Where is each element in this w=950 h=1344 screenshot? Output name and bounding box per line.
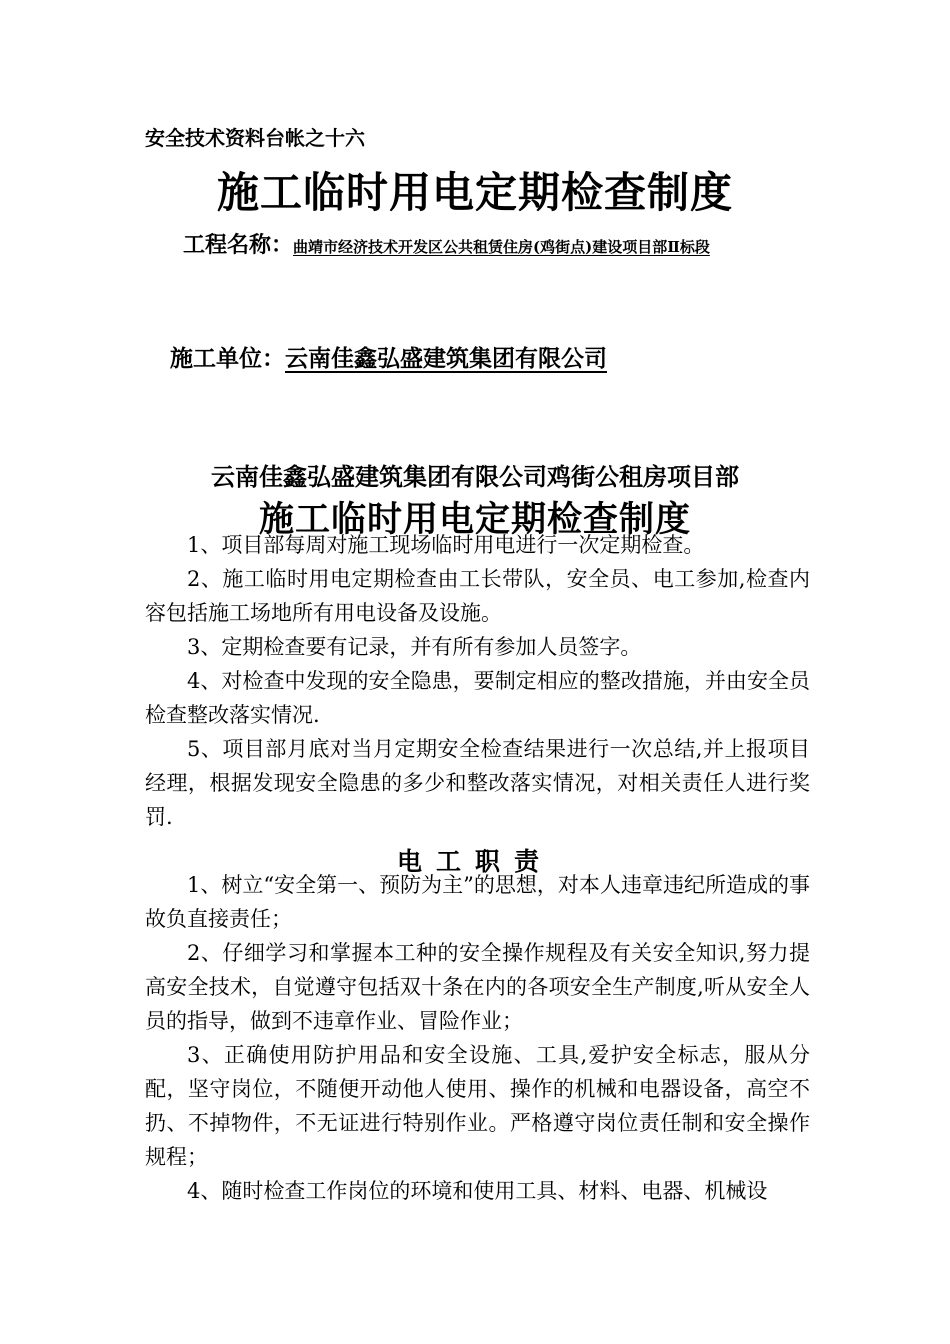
construction-unit-line (170, 340, 607, 373)
duty-item: 2、仔细学习和掌握本工种的安全操作规程及有关安全知识,努力提高安全技术，自觉遵守包括双十条在内的各项安全生产制度,听从安全人员的指导，做到不违章作业、冒险作业； (145, 941, 810, 1033)
duty-item: 3、正确使用防护用品和安全设施、工具,爱护安全标志，服从分配，坚守岗位，不随便开动他人使用、操作的机械和电器设备，高空不扔、不掉物件，不无证进行特别作业。严格遵守岗位责任制和安全操作规程； (145, 1043, 810, 1169)
system-items (145, 528, 810, 834)
system-item: 2、施工临时用电定期检查由工长带队，安全员、电工参加,检查内容包括施工场地所有用电设备及设施。 (145, 567, 810, 625)
department-heading: 云南佳鑫弘盛建筑集团有限公司鸡街公租房项目部 (211, 462, 739, 491)
project-name-line (183, 228, 710, 259)
project-name-value: 曲靖市经济技术开发区公共租赁住房(鸡街点)建设项目部Ⅱ标段 (293, 238, 710, 256)
construction-unit-label: 施工单位： (170, 345, 285, 372)
system-title: 施工临时用电定期检查制度 (258, 499, 691, 540)
duties-items (145, 868, 810, 1208)
project-name-label: 工程名称： (183, 233, 294, 258)
document-title: 施工临时用电定期检查制度 (216, 168, 733, 217)
duty-item: 1、树立“安全第一、预防为主”的思想，对本人违章违纪所造成的事故负直接责任； (145, 873, 810, 931)
system-item: 3、定期检查要有记录，并有所有参加人员签字。 (187, 635, 642, 659)
duty-item: 4、随时检查工作岗位的环境和使用工具、材料、电器、机械设 (187, 1179, 768, 1203)
construction-unit-value: 云南佳鑫弘盛建筑集团有限公司 (285, 345, 607, 372)
system-item: 5、项目部月底对当月定期安全检查结果进行一次总结,并上报项目经理，根据发现安全隐患的多少和整改落实情况，对相关责任人进行奖罚. (145, 737, 810, 829)
system-item: 4、对检查中发现的安全隐患，要制定相应的整改措施，并由安全员检查整改落实情况. (145, 669, 810, 727)
duties-heading: 电工职责 (396, 847, 553, 876)
system-item: 1、项目部每周对施工现场临时用电进行一次定期检查。 (187, 533, 705, 557)
series-label: 安全技术资料台帐之十六 (145, 126, 365, 150)
